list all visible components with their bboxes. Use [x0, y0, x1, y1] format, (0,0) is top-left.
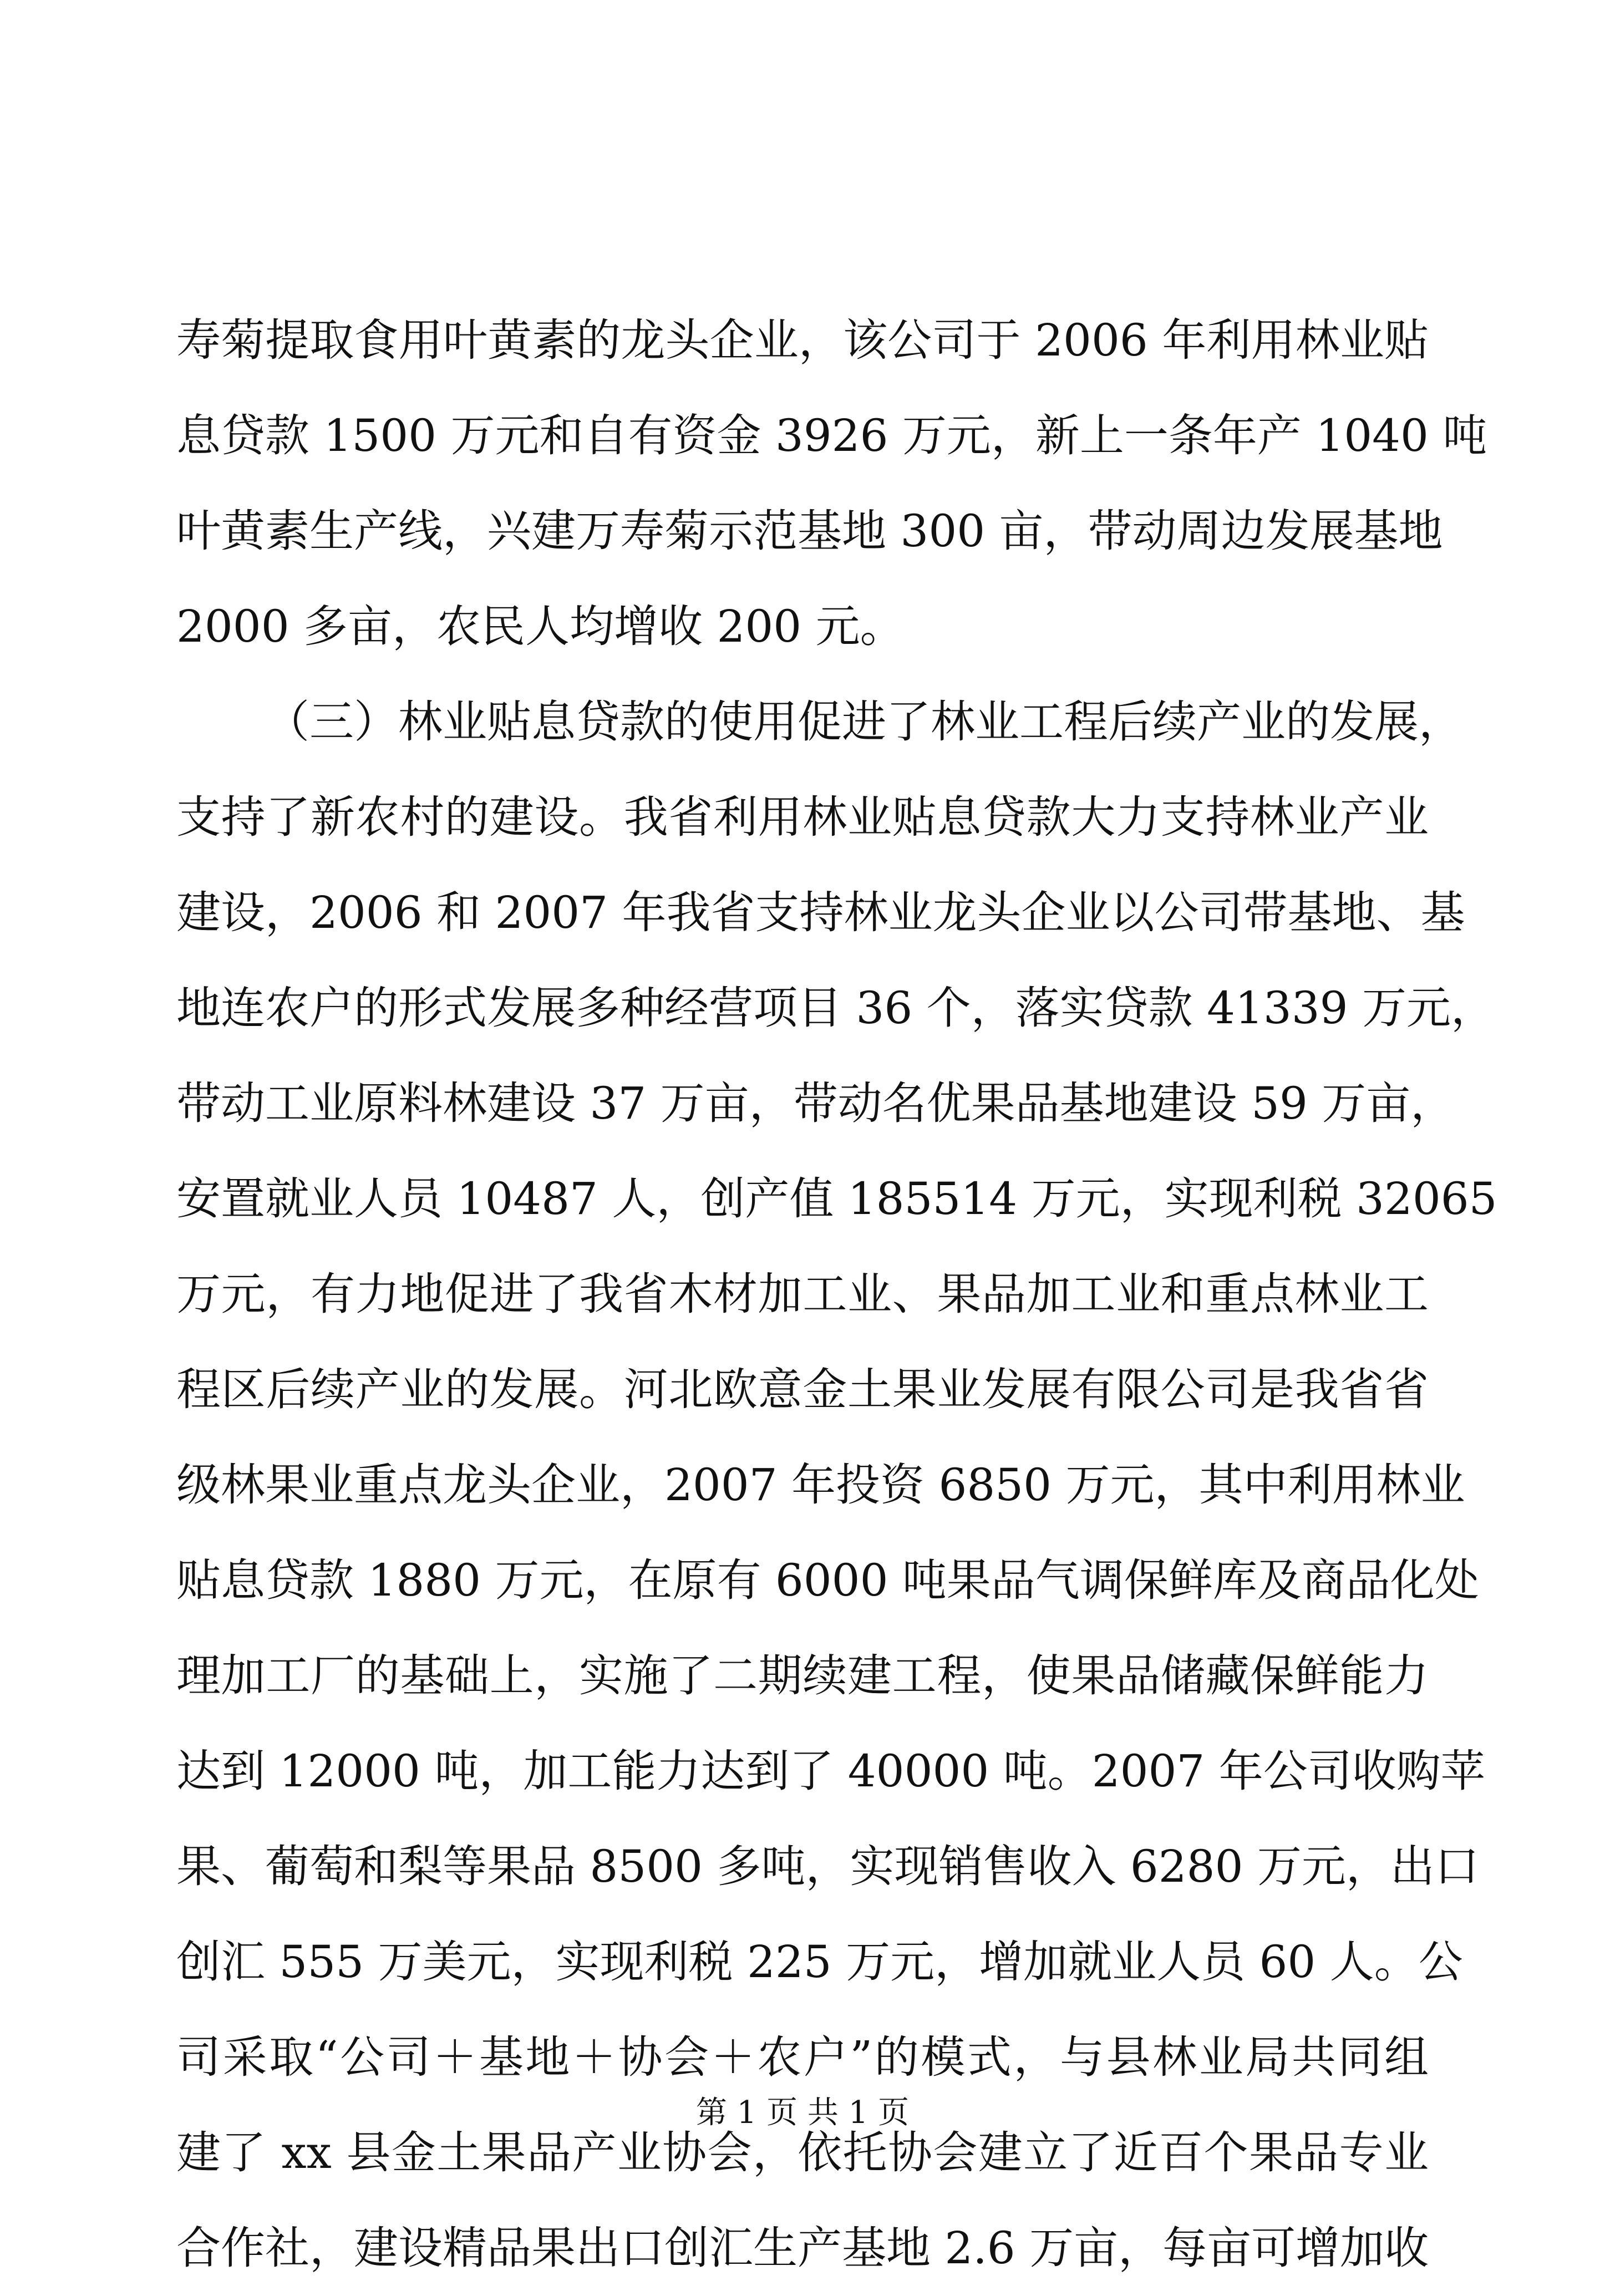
text-line: 建设，2006 和 2007 年我省支持林业龙头企业以公司带基地、基	[176, 887, 1465, 938]
text-line: 理加工厂的基础上，实施了二期续建工程，使果品储藏保鲜能力	[176, 1650, 1429, 1701]
page-footer: 第 1 页 共 1 页	[695, 2095, 910, 2131]
text-line: 地连农户的形式发展多种经营项目 36 个，落实贷款 41339 万元，	[176, 982, 1496, 1034]
text-line: 2000 多亩，农民人均增收 200 元。	[176, 601, 905, 652]
text-line: 司采取“公司＋基地＋协会＋农户”的模式，与县林业局共同组	[176, 2031, 1429, 2083]
text-line: 级林果业重点龙头企业，2007 年投资 6850 万元，其中利用林业	[176, 1459, 1465, 1511]
text-line: 程区后续产业的发展。河北欧意金土果业发展有限公司是我省省	[176, 1364, 1429, 1415]
text-line: 万元，有力地促进了我省木材加工业、果品加工业和重点林业工	[176, 1268, 1429, 1320]
text-line: 带动工业原料林建设 37 万亩，带动名优果品基地建设 59 万亩，	[176, 1078, 1455, 1129]
paragraph-2	[176, 674, 1497, 2296]
text-line: 支持了新农村的建设。我省利用林业贴息贷款大力支持林业产业	[176, 791, 1429, 843]
paragraph-1	[176, 293, 1487, 674]
text-line: 达到 12000 吨，加工能力达到了 40000 吨。2007 年公司收购苹	[176, 1745, 1485, 1797]
document-body	[176, 293, 1497, 2296]
text-line: 叶黄素生产线，兴建万寿菊示范基地 300 亩，带动周边发展基地	[176, 505, 1443, 557]
text-line: 果、葡萄和梨等果品 8500 多吨，实现销售收入 6280 万元，出口	[176, 1841, 1479, 1892]
text-line: 贴息贷款 1880 万元，在原有 6000 吨果品气调保鲜库及商品化处	[176, 1555, 1479, 1606]
text-line: （三）林业贴息贷款的使用促进了林业工程后续产业的发展，	[265, 696, 1463, 748]
text-line: 合作社，建设精品果出口创汇生产基地 2.6 万亩，每亩可增加收	[176, 2222, 1429, 2274]
text-line: 建了 xx 县金土果品产业协会，依托协会建立了近百个果品专业	[176, 2127, 1429, 2178]
text-line: 寿菊提取食用叶黄素的龙头企业，该公司于 2006 年利用林业贴	[176, 314, 1429, 366]
text-line: 安置就业人员 10487 人，创产值 185514 万元，实现利税 32065	[176, 1173, 1497, 1225]
text-line: 息贷款 1500 万元和自有资金 3926 万元，新上一条年产 1040 吨	[176, 410, 1487, 461]
text-line: 创汇 555 万美元，实现利税 225 万元，增加就业人员 60 人。公	[176, 1936, 1463, 1988]
